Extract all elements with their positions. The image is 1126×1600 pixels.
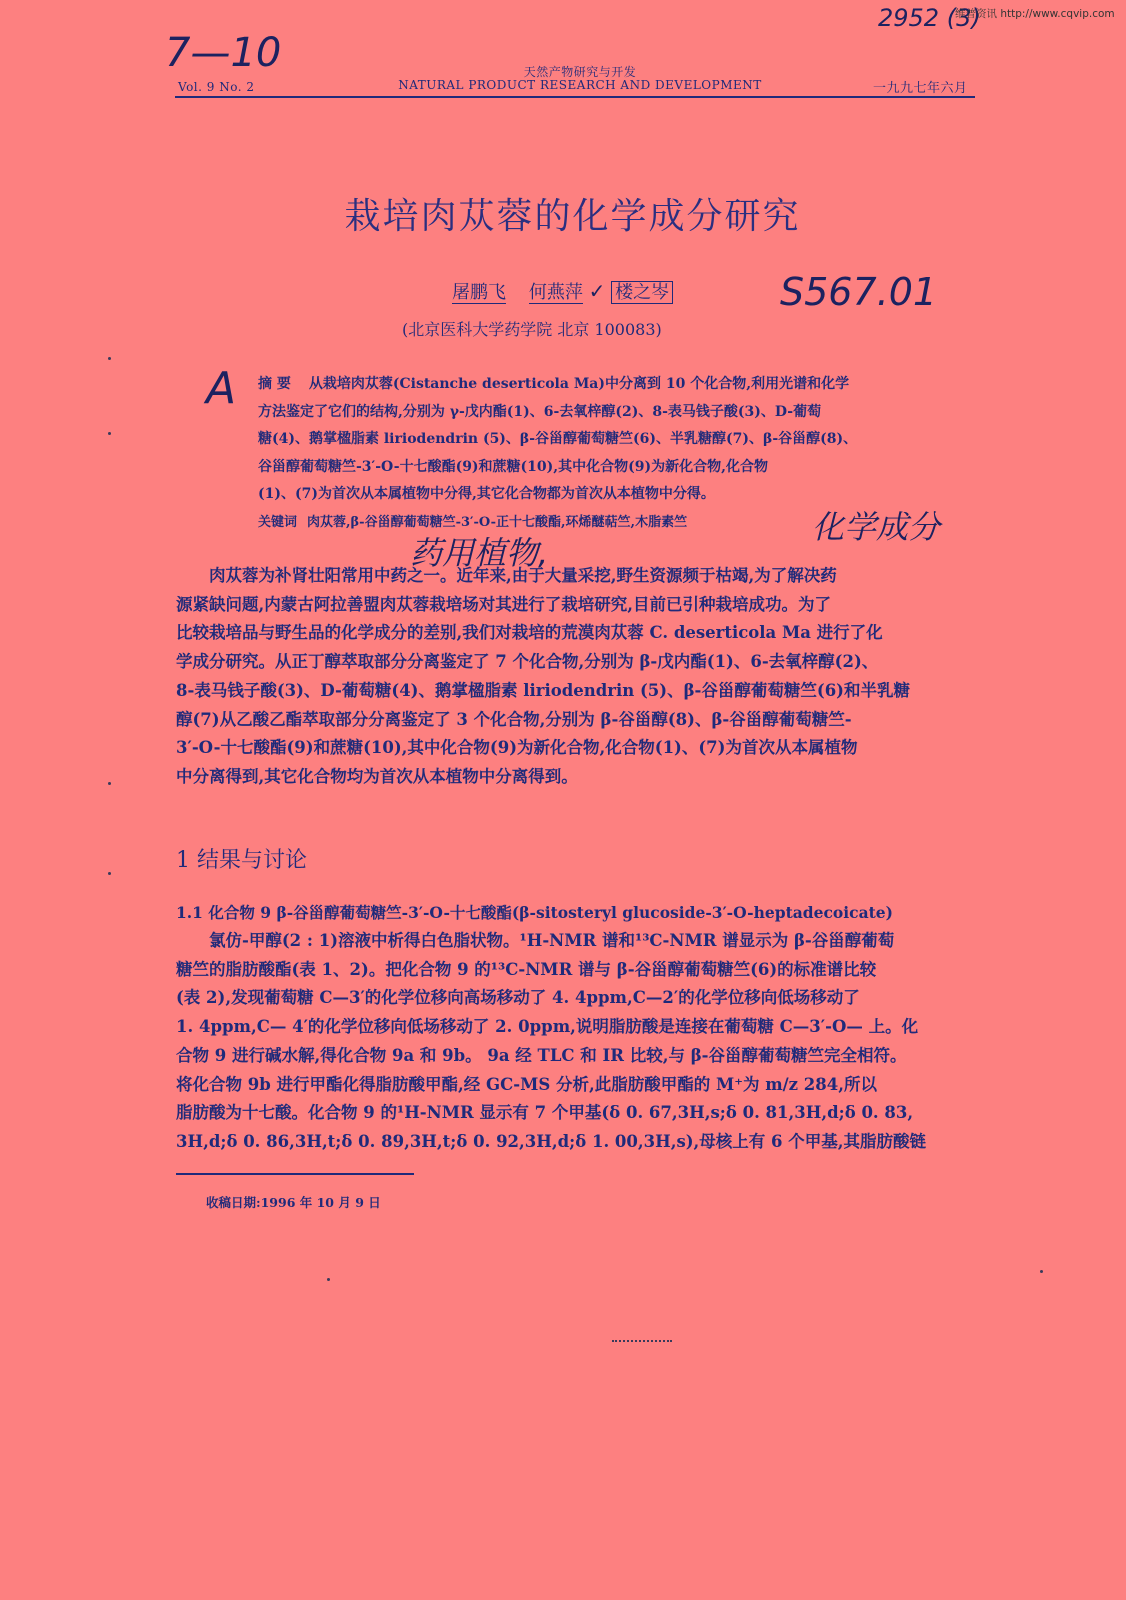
author-1: 屠鹏飞	[452, 282, 506, 303]
body-line: 1. 4ppm,C— 4′的化学位移向低场移动了 2. 0ppm,说明脂肪酸是连接在葡萄糖 C—3′-O— 上。化	[176, 1017, 919, 1037]
author-list	[452, 278, 673, 304]
abstract-line: (1)、(7)为首次从本属植物中分得,其它化合物都为首次从本植物中分得。	[258, 486, 715, 502]
section-heading: 1 结果与讨论	[176, 848, 307, 873]
watermark-text: 维普资讯 http://www.cqvip.com	[955, 8, 1115, 20]
handwritten-classification-code: S567.01	[780, 270, 938, 314]
handwritten-page-range: 7—10	[165, 30, 282, 76]
body-paragraph	[176, 927, 976, 1157]
affiliation: (北京医科大学药学院 北京 100083)	[402, 320, 662, 339]
handwritten-check-mark: ✓	[588, 279, 606, 303]
author-3: 楼之岑	[611, 281, 673, 304]
body-line: 脂肪酸为十七酸。化合物 9 的¹H-NMR 显示有 7 个甲基(δ 0. 67,3H,s;δ 0. 81,3H,d;δ 0. 83,	[176, 1103, 914, 1123]
abstract-line: 摘 要 从栽培肉苁蓉(Cistanche deserticola Ma)中分离到 10 个化合物,利用光谱和化学	[258, 376, 850, 392]
abstract-label: 摘 要	[258, 376, 291, 392]
intro-line: 中分离得到,其它化合物均为首次从本植物中分离得到。	[176, 766, 578, 786]
body-line: 糖竺的脂肪酸酯(表 1、2)。把化合物 9 的¹³C-NMR 谱与 β-谷甾醇葡萄糖竺(6)的标准谱比较	[176, 959, 877, 979]
intro-line: 源紧缺问题,内蒙古阿拉善盟肉苁蓉栽培场对其进行了栽培研究,目前已引种栽培成功。为了	[176, 594, 831, 614]
received-date-footnote: 收稿日期:1996 年 10 月 9 日	[206, 1195, 381, 1210]
subsection-heading: 1.1 化合物 9 β-谷甾醇葡萄糖竺-3′-O-十七酸酯(β-sitosteryl glucoside-3′-O-heptadecoicate)	[176, 903, 893, 922]
intro-line: 肉苁蓉为补肾壮阳常用中药之一。近年来,由于大量采挖,野生资源频于枯竭,为了解决药	[209, 566, 837, 585]
scan-speck	[1040, 1270, 1043, 1273]
handwritten-note-medicinal-plant: 药用植物,	[410, 534, 549, 572]
journal-name-en: NATURAL PRODUCT RESEARCH AND DEVELOPMENT	[398, 78, 762, 92]
scan-speck	[108, 357, 111, 360]
body-line: (表 2),发现葡萄糖 C—3′的化学位移向高场移动了 4. 4ppm,C—2′的化学位移向低场移动了	[176, 988, 860, 1008]
handwritten-margin-mark: A	[206, 363, 237, 414]
body-line: 合物 9 进行碱水解,得化合物 9a 和 9b。 9a 经 TLC 和 IR 比较,与 β-谷甾醇葡萄糖竺完全相符。	[176, 1045, 907, 1065]
abstract-block	[258, 371, 898, 536]
body-line: 氯仿-甲醇(2 : 1)溶液中析得白色脂状物。¹H-NMR 谱和¹³C-NMR 谱显示为 β-谷甾醇葡萄	[209, 931, 895, 950]
footnote-rule	[176, 1173, 414, 1175]
intro-line: 学成分研究。从正丁醇萃取部分分离鉴定了 7 个化合物,分别为 β-戊内酯(1)、6-去氧梓醇(2)、	[176, 652, 879, 672]
abstract-line: 方法鉴定了它们的结构,分别为 γ-戊内酯(1)、6-去氧梓醇(2)、8-表马钱子酸(3)、D-葡萄	[258, 403, 822, 420]
header-rule	[175, 96, 975, 98]
intro-paragraph	[176, 562, 976, 792]
keywords-label: 关键词	[258, 514, 298, 530]
keywords-line	[258, 509, 898, 537]
intro-line: 比较栽培品与野生品的化学成分的差别,我们对栽培的荒漠肉苁蓉 C. deserticola Ma 进行了化	[176, 623, 883, 643]
scan-speck	[108, 432, 111, 435]
handwritten-stamp: 2952 (3)	[878, 4, 981, 32]
handwritten-note-chemical-composition: 化学成分	[812, 508, 941, 546]
scan-speck	[108, 782, 111, 785]
scan-speck	[108, 872, 111, 875]
intro-line: 3′-O-十七酸酯(9)和蔗糖(10),其中化合物(9)为新化合物,化合物(1)、(7)为首次从本属植物	[176, 738, 858, 758]
article-title: 栽培肉苁蓉的化学成分研究	[344, 196, 801, 237]
body-line: 将化合物 9b 进行甲酯化得脂肪酸甲酯,经 GC-MS 分析,此脂肪酸甲酯的 M⁺为 m/z 284,所以	[176, 1074, 877, 1094]
abstract-line: 糖(4)、鹅掌楹脂素 liriodendrin (5)、β-谷甾醇葡萄糖竺(6)、半乳糖醇(7)、β-谷甾醇(8)、	[258, 431, 858, 447]
issue-date: 一九九七年六月	[873, 81, 968, 96]
author-2: 何燕萍	[528, 282, 583, 303]
abstract-line: 谷甾醇葡萄糖竺-3′-O-十七酸酯(9)和蔗糖(10),其中化合物(9)为新化合物,化合物	[258, 458, 769, 475]
intro-line: 醇(7)从乙酸乙酯萃取部分分离鉴定了 3 个化合物,分别为 β-谷甾醇(8)、β-谷甾醇葡萄糖竺-	[176, 709, 852, 729]
keywords: 肉苁蓉,β-谷甾醇葡萄糖竺-3′-O-正十七酸酯,环烯醚萜竺,木脂素竺	[307, 514, 688, 530]
volume-number: Vol. 9 No. 2	[178, 80, 255, 94]
body-line: 3H,d;δ 0. 86,3H,t;δ 0. 89,3H,t;δ 0. 92,3H,d;δ 1. 00,3H,s),母核上有 6 个甲基,其脂肪酸链	[176, 1131, 927, 1151]
scan-speck	[327, 1278, 330, 1281]
intro-line: 8-表马钱子酸(3)、D-葡萄糖(4)、鹅掌楹脂素 liriodendrin (5)、β-谷甾醇葡萄糖竺(6)和半乳糖	[176, 680, 910, 700]
scan-speck-line	[612, 1340, 672, 1344]
journal-name-cn: 天然产物研究与开发	[523, 65, 637, 79]
